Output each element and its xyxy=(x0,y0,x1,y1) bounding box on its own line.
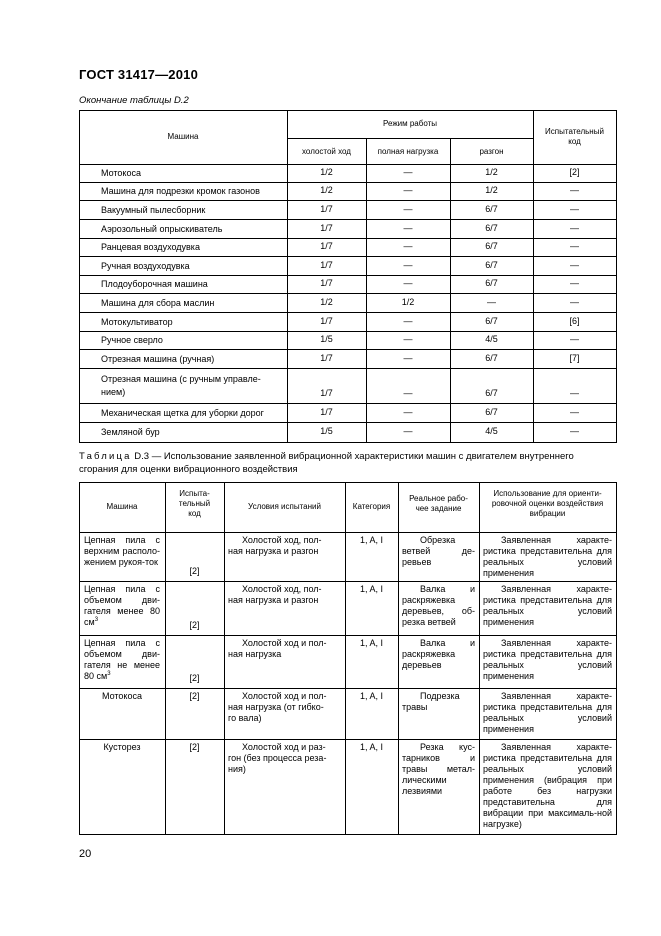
table-row-idle: 1/7 xyxy=(320,352,333,363)
table-row-code: — xyxy=(570,426,579,436)
table-row-idle: 1/2 xyxy=(320,296,333,307)
table-row-code: — xyxy=(570,388,579,398)
table-row-machine: Машина для сбора маслин xyxy=(101,297,215,308)
table-row-full: — xyxy=(403,278,413,288)
table-d2-caption: Окончание таблицы D.2 xyxy=(79,95,189,106)
table-row-machine xyxy=(79,742,165,753)
table-rule xyxy=(287,138,533,139)
table-row-code: — xyxy=(570,185,579,195)
table-row-task: Валка и раскряжевка деревьев xyxy=(402,638,475,670)
table-row-code: — xyxy=(570,296,579,307)
table-row-code: [2] xyxy=(189,742,200,752)
table-row-full: — xyxy=(403,222,413,233)
table-row-idle: 1/7 xyxy=(320,222,333,233)
table-row-idle: 1/5 xyxy=(320,426,333,436)
header-machine: Машина xyxy=(106,502,138,511)
table-rule xyxy=(79,739,616,740)
table-row-full: — xyxy=(403,426,413,436)
table-rule xyxy=(79,182,616,183)
table-row-idle: 1/7 xyxy=(320,388,333,398)
table-row-conditions: Холостой ход, пол- ная нагрузка и разгон xyxy=(228,584,322,605)
table-rule xyxy=(79,275,616,276)
table-row-accel: 6/7 xyxy=(485,278,498,288)
table-row-machine: Мотокоса xyxy=(101,168,141,178)
table-rule xyxy=(79,293,616,294)
table-rule xyxy=(79,219,616,220)
table-row-full: 1/2 xyxy=(401,296,415,307)
header-code: Испыта- тельный код xyxy=(178,489,211,518)
table-row-full: — xyxy=(403,388,413,398)
table-row-code: [2] xyxy=(189,620,200,630)
table-rule xyxy=(79,581,616,582)
table-row-full: — xyxy=(403,203,413,214)
table-row-machine: Ручная воздуходувка xyxy=(101,260,190,271)
table-row-code: — xyxy=(570,203,579,214)
table-row-accel: 6/7 xyxy=(485,222,498,233)
machine-text: Мотокоса xyxy=(102,691,142,701)
table-row-conditions: Холостой ход и пол- ная нагрузка xyxy=(228,638,327,659)
table-row-category: 1, A, I xyxy=(359,584,383,594)
machine-superscript: 3 xyxy=(107,671,111,677)
table-row-category: 1, A, I xyxy=(359,742,383,752)
header-category: Категория xyxy=(352,502,391,511)
table-row-full: — xyxy=(403,167,413,177)
table-row-machine xyxy=(79,691,165,702)
table-row-use: Заявленная характе-ристика представительна для реальных условий применения xyxy=(483,691,612,734)
table-rule xyxy=(79,688,616,689)
table-rule xyxy=(79,403,616,404)
table-row-machine: Ручное сверло xyxy=(101,335,163,345)
header-mode: Режим работы xyxy=(382,119,438,128)
table-row-code: [6] xyxy=(569,315,580,326)
table-row-full: — xyxy=(403,315,413,326)
table-rule xyxy=(165,482,166,834)
table-rule xyxy=(79,532,616,533)
header-conditions: Условия испытаний xyxy=(248,502,321,511)
table-row-machine xyxy=(84,535,160,568)
table-row-machine: Механическая щетка для уборки дорог xyxy=(101,407,264,418)
table-row-accel: 1/2 xyxy=(485,167,498,177)
machine-text: Цепная пила с объемом дви-гателя менее 80 см xyxy=(84,584,160,627)
table-row-idle: 1/7 xyxy=(320,241,333,251)
table-row-category: 1, A, I xyxy=(359,691,383,701)
table-row-accel: 1/2 xyxy=(485,185,498,195)
table-row-machine: Мотокультиватор xyxy=(101,316,173,327)
machine-text: Кусторез xyxy=(103,742,141,752)
table-rule xyxy=(79,635,616,636)
table-rule xyxy=(224,482,225,834)
header-idle: холостой ход xyxy=(302,147,351,156)
table-row-accel: 4/5 xyxy=(485,426,498,436)
header-code: Испытательный код xyxy=(545,127,604,146)
table-row-task: Обрезка ветвей де-ревьев xyxy=(402,535,475,567)
table-rule xyxy=(479,482,480,834)
table-row-idle: 1/5 xyxy=(320,334,333,344)
table-row-machine: Отрезная машина (ручная) xyxy=(101,353,215,364)
table-row-conditions: Холостой ход и раз- гон (без процесса реза- ния) xyxy=(228,742,327,774)
table-row-full: — xyxy=(403,241,413,251)
table-row-task: Валка и раскряжевка деревьев, об-резка ветвей xyxy=(402,584,475,627)
table-row-accel: 6/7 xyxy=(485,203,498,214)
table-row-machine: Плодоуборочная машина xyxy=(101,279,208,289)
table-row-conditions: Холостой ход и пол- ная нагрузка (от гибко- го вала) xyxy=(228,691,327,723)
table-row-accel: 6/7 xyxy=(485,388,498,398)
table-row-machine: Отрезная машина (с ручным управле- нием) xyxy=(101,374,261,397)
table-row-use: Заявленная характе-ристика представительна для реальных условий применения xyxy=(483,584,612,627)
header-accel: разгон xyxy=(479,147,504,156)
table-row-code: [2] xyxy=(189,566,200,576)
table-rule xyxy=(79,200,616,201)
table-row-accel: 6/7 xyxy=(485,315,498,326)
table-row-machine: Земляной бур xyxy=(101,427,160,437)
table-row-machine: Машина для подрезки кромок газонов xyxy=(101,186,260,196)
machine-text: Цепная пила с объемом дви-гателя не менее 80 см xyxy=(84,638,160,681)
table-row-code: — xyxy=(570,278,579,288)
table-row-code: [7] xyxy=(569,352,580,363)
table-row-full: — xyxy=(403,406,413,417)
table-row-idle: 1/7 xyxy=(320,259,333,270)
table-row-idle: 1/7 xyxy=(320,315,333,326)
table-row-full: — xyxy=(403,352,413,363)
header-task: Реальное рабо- чее задание xyxy=(409,494,468,513)
table-row-code: — xyxy=(570,334,579,344)
machine-text: Цепная пила с верхним располо-жением рукоя-ток xyxy=(84,535,160,567)
table-row-task: Подрезка травы xyxy=(402,691,460,712)
table-row-full: — xyxy=(403,185,413,195)
table-row-category: 1, A, I xyxy=(359,535,383,545)
machine-superscript: 3 xyxy=(94,617,99,623)
table-d3-caption xyxy=(79,451,615,476)
table-row-use: Заявленная характе-ристика представительна для реальных условий применения xyxy=(483,638,612,681)
table-row-conditions: Холостой ход, пол- ная нагрузка и разгон xyxy=(228,535,322,556)
table-row-full: — xyxy=(403,334,413,344)
table-row-idle: 1/7 xyxy=(320,406,333,417)
table-rule xyxy=(79,349,616,350)
table-row-idle: 1/7 xyxy=(320,278,333,288)
table-row-machine: Ранцевая воздуходувка xyxy=(101,242,200,252)
table-d3-caption-text: D.3 — Использование заявленной вибрационной характеристики машин с двигателем внутреннего сгорания для оценки вибрационного воздействия xyxy=(79,451,574,475)
table-row-accel: — xyxy=(487,296,496,307)
table-row-code: — xyxy=(570,241,579,251)
table-row-accel: 4/5 xyxy=(485,334,498,344)
table-row-machine: Вакуумный пылесборник xyxy=(101,204,206,215)
table-row-task: Резка кус-тарников и травы метал-лическими лезвиями xyxy=(402,742,475,796)
table-row-accel: 6/7 xyxy=(485,406,498,417)
table-row-code: — xyxy=(570,406,579,417)
table-row-idle: 1/2 xyxy=(320,167,333,177)
table-row-use: Заявленная характе-ристика представительна для реальных условий применения xyxy=(483,535,612,578)
table-row-machine xyxy=(84,584,160,628)
header-full: полная нагрузка xyxy=(377,147,439,156)
table-row-code: — xyxy=(570,222,579,233)
table-row-code: — xyxy=(570,259,579,270)
table-row-accel: 6/7 xyxy=(485,241,498,251)
table-row-accel: 6/7 xyxy=(485,352,498,363)
table-row-full: — xyxy=(403,259,413,270)
table-rule xyxy=(79,422,616,423)
table-row-category: 1, A, I xyxy=(359,638,383,648)
table-row-idle: 1/2 xyxy=(320,185,333,195)
table-row-accel: 6/7 xyxy=(485,259,498,270)
table-rule xyxy=(79,312,616,313)
header-machine: Машина xyxy=(167,132,199,141)
header-use: Использование для ориенти- ровочной оценки воздействия вибрации xyxy=(491,489,604,518)
page-number: 20 xyxy=(79,848,92,860)
document-header: ГОСТ 31417—2010 xyxy=(79,67,198,82)
table-rule xyxy=(79,368,616,369)
table-row-code: [2] xyxy=(569,167,580,177)
table-row-machine: Аэрозольный опрыскиватель xyxy=(101,223,223,234)
table-rule xyxy=(79,164,616,165)
table-rule xyxy=(398,482,399,834)
table-row-code: [2] xyxy=(189,691,200,701)
table-row-use: Заявленная характе-ристика представительна для реальных условий применения (вибрация при работе без нагрузки представительна для вибрации при максималь-ной нагрузке) xyxy=(483,742,612,829)
table-d3-caption-label: Таблица xyxy=(79,451,132,462)
table-rule xyxy=(79,238,616,239)
table-row-machine xyxy=(84,638,160,682)
table-rule xyxy=(79,256,616,257)
table-rule xyxy=(79,331,616,332)
table-row-code: [2] xyxy=(189,673,200,683)
table-row-idle: 1/7 xyxy=(320,203,333,214)
